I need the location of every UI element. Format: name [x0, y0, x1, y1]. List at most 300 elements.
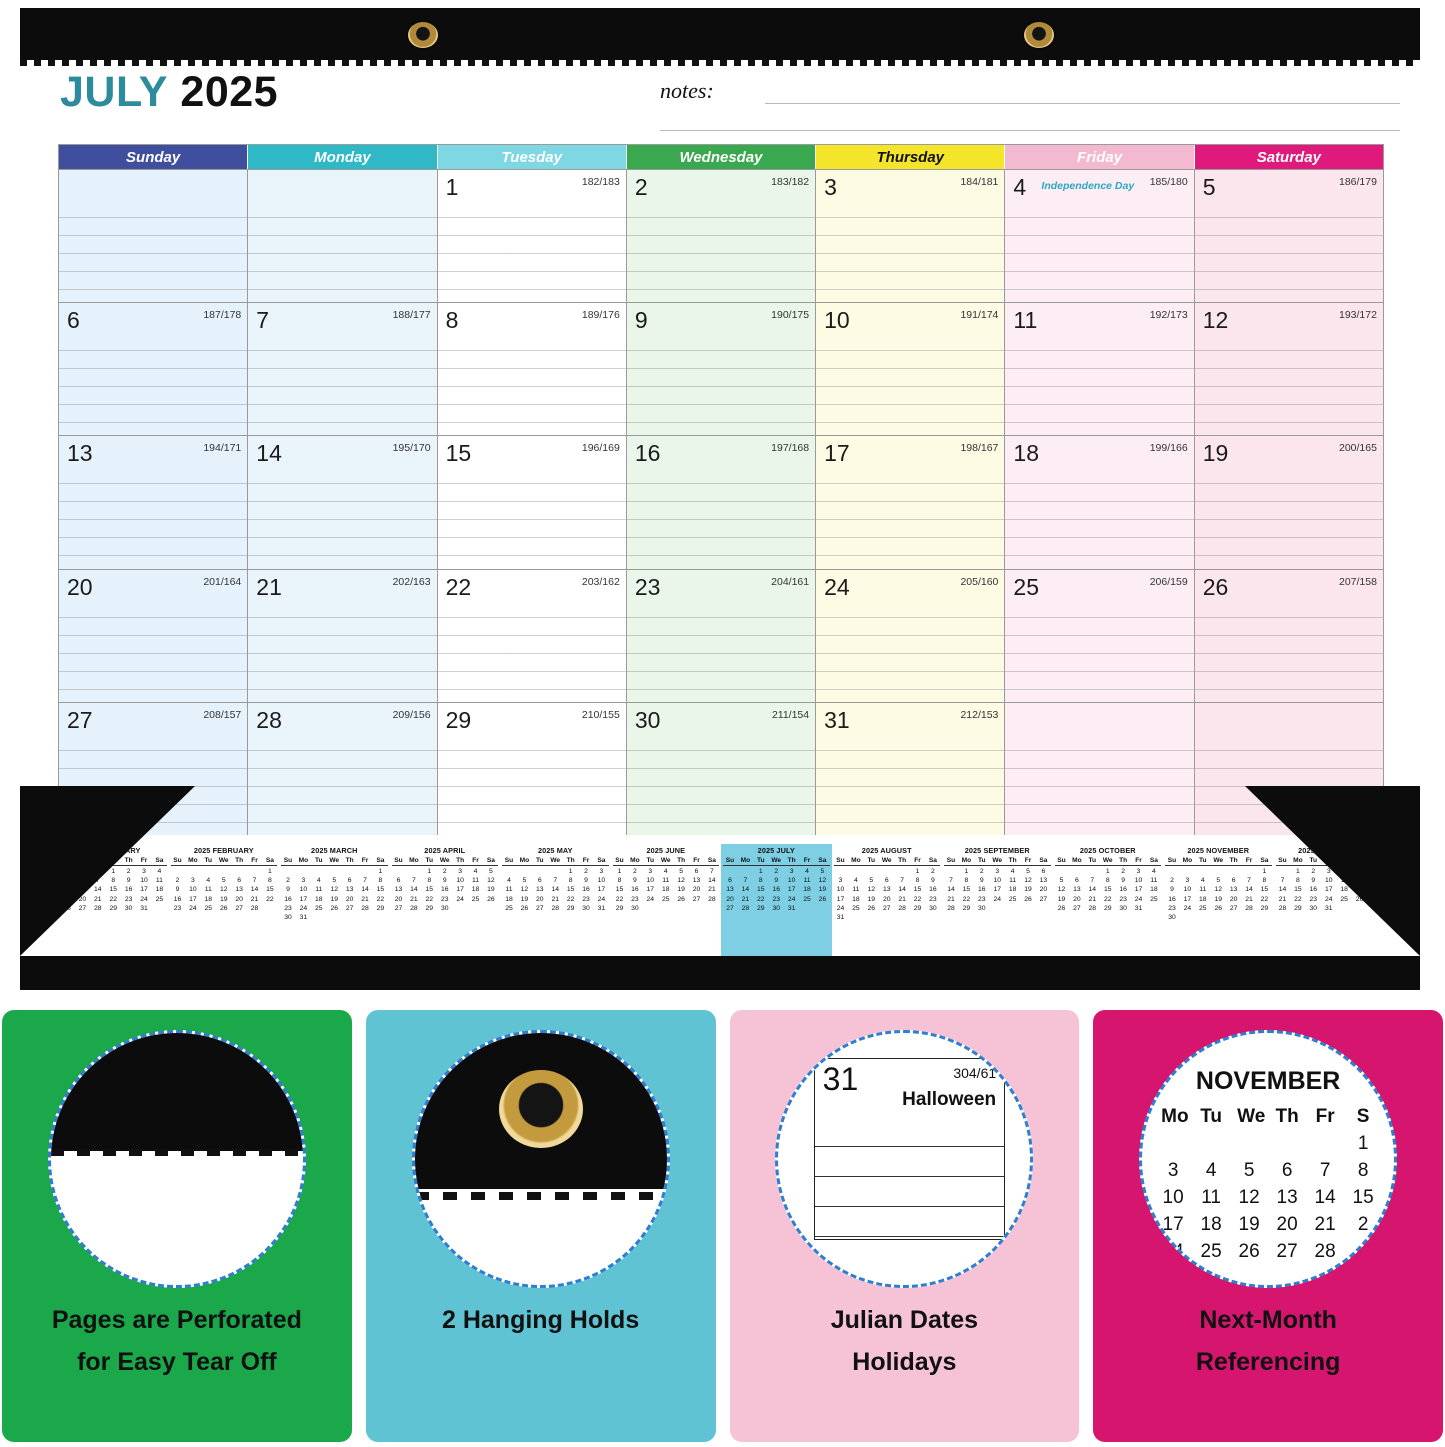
perforated-illustration — [48, 1030, 306, 1288]
feature-caption-line1: Next-Month — [1199, 1306, 1337, 1334]
day-number: 8 — [445, 307, 459, 334]
divider — [281, 865, 388, 866]
day-cell[interactable] — [248, 436, 437, 568]
rule-lines — [438, 733, 626, 835]
feature-caption-line2: Holidays — [852, 1347, 957, 1376]
mini-date-row: 4 5 6 7 8 9 10 — [507, 877, 606, 885]
julian-date: 183/182 — [771, 176, 810, 188]
next-month-weekday: Th — [1275, 1106, 1299, 1127]
hanging-hole-illustration — [412, 1030, 670, 1288]
mini-month[interactable] — [721, 844, 832, 956]
day-number: 9 — [634, 307, 648, 334]
mini-month-title: 2025 NOVEMBER — [1187, 846, 1250, 855]
day-number: 19 — [1202, 440, 1229, 467]
day-cell[interactable] — [59, 170, 248, 302]
mini-weekday-row: Su Mo Tu We Th Fr Sa — [62, 857, 164, 864]
feature-card-next-month — [1093, 1010, 1443, 1442]
day-number: 28 — [256, 706, 282, 733]
rule-lines — [438, 333, 626, 435]
day-cell[interactable] — [438, 703, 627, 835]
rule-lines — [816, 466, 1004, 568]
mini-month[interactable] — [942, 844, 1053, 956]
rule-lines — [248, 200, 436, 302]
feature-caption-line2: for Easy Tear Off — [77, 1347, 277, 1376]
julian-date: 186/179 — [1339, 176, 1377, 188]
rule-lines — [627, 200, 815, 302]
julian-date: 209/156 — [392, 708, 431, 721]
weeks-holder — [59, 169, 1383, 835]
next-month-row: 1 — [1357, 1133, 1369, 1154]
feature-card-hanging-holds — [366, 1010, 716, 1442]
day-cell[interactable] — [627, 570, 816, 702]
holiday-label: Independence Day — [1041, 180, 1135, 192]
mini-date-row: 2 3 4 5 6 7 8 — [175, 877, 272, 885]
day-number: 15 — [445, 440, 472, 467]
rule-lines — [59, 333, 247, 435]
julian-date: 207/158 — [1339, 575, 1377, 588]
divider — [723, 865, 830, 866]
next-month-row: 17 18 19 20 21 2 — [1162, 1214, 1369, 1235]
mini-weekday-row: Su Mo Tu We Th Fr Sa — [283, 857, 385, 864]
weekday-header-monday: Monday — [248, 145, 437, 169]
mini-date-row: 1 — [1262, 868, 1267, 875]
mini-date-row: 2 3 4 5 6 7 8 — [286, 877, 383, 885]
mini-date-row: 1 2 3 4 5 6 — [1296, 868, 1377, 875]
julian-date: 212/153 — [960, 708, 999, 721]
day-cell[interactable] — [1195, 303, 1383, 435]
day-number: 3 — [824, 174, 837, 200]
day-cell[interactable] — [248, 303, 437, 435]
rule-lines — [248, 333, 436, 435]
black-band — [51, 1033, 303, 1151]
day-number: 26 — [1202, 573, 1229, 600]
mini-date-row: 6 7 8 9 10 11 12 — [728, 877, 827, 885]
mini-month[interactable] — [611, 844, 722, 956]
julian-date: 210/155 — [581, 708, 620, 721]
day-number: 18 — [1013, 440, 1039, 467]
mini-date-row: 29 30 — [615, 904, 639, 912]
mini-weekday-row: Su Mo Tu We Th Fr Sa — [836, 857, 937, 864]
rule-lines — [1195, 600, 1383, 702]
mini-date-row: 24 25 26 27 28 29 30 — [836, 904, 937, 912]
divider — [1055, 865, 1162, 866]
rule-lines — [1195, 333, 1383, 435]
julian-date: 205/160 — [960, 575, 999, 588]
weekday-header-wednesday: Wednesday — [627, 145, 816, 169]
page-title — [60, 68, 278, 117]
next-month-title: NOVEMBER — [1195, 1067, 1341, 1095]
feature-cards — [0, 1010, 1445, 1442]
mini-date-row: 1 2 3 4 — [111, 868, 162, 875]
corner-pocket-right — [1245, 786, 1420, 956]
day-cell[interactable] — [1195, 436, 1383, 568]
rule-lines — [816, 333, 1004, 435]
mini-month-title: 2025 APRIL — [424, 846, 466, 855]
mini-date-row: 12 13 14 15 16 17 18 — [1057, 886, 1158, 894]
day-cell[interactable] — [59, 570, 248, 702]
perforation-dashes — [415, 1192, 667, 1200]
divider — [502, 865, 609, 866]
julian-date: 184/181 — [960, 176, 999, 188]
day-cell[interactable] — [438, 436, 627, 568]
next-month-weekday: We — [1237, 1106, 1266, 1127]
day-cell[interactable] — [1005, 436, 1194, 568]
weekday-header-tuesday: Tuesday — [438, 145, 627, 169]
mini-date-row: 30 31 — [284, 914, 308, 922]
julian-date: 195/170 — [392, 442, 431, 455]
rule-lines — [438, 200, 626, 302]
mini-date-row: 27 28 29 30 — [394, 904, 449, 912]
mini-month-title: 2025 AUGUST — [861, 846, 912, 855]
mini-date-row: 13 14 15 16 17 18 19 — [394, 886, 495, 894]
mini-weekday-row: Su Mo Tu We Th Fr Sa — [725, 857, 827, 864]
mini-weekday-row: Su Mo Tu We Th Fr Sa — [173, 857, 274, 864]
mini-date-row: 1 2 3 4 5 — [758, 868, 825, 875]
day-number: 12 — [1202, 307, 1229, 334]
julian-date: 200/165 — [1339, 442, 1377, 455]
mini-date-row: 8 9 10 11 12 13 14 — [617, 877, 716, 885]
rule-lines — [438, 600, 626, 702]
julian-date-illustration — [775, 1030, 1033, 1288]
mini-date-row: 20 21 22 23 24 25 26 — [726, 895, 827, 903]
next-month-weekday: S — [1356, 1106, 1370, 1127]
mini-month-title: 2025 JULY — [757, 846, 795, 855]
next-month-weekday-row — [1142, 1106, 1394, 1128]
rule-lines — [627, 466, 815, 568]
julian-date: 193/172 — [1339, 309, 1377, 322]
rule-lines — [1195, 466, 1383, 568]
mini-weekday-row: Su Mo Tu We Th Fr Sa — [946, 857, 1048, 864]
julian-date: 187/178 — [203, 309, 242, 322]
mini-date-row: 1 — [268, 868, 272, 875]
hanging-hole-icon — [408, 22, 438, 48]
mini-date-row: 2 3 4 5 6 7 8 — [1170, 877, 1267, 885]
mini-date-row: 1 2 3 4 — [1105, 868, 1156, 875]
rule-lines — [627, 733, 815, 835]
next-month-weekday: Fr — [1315, 1106, 1335, 1127]
weekday-header-thursday: Thursday — [816, 145, 1005, 169]
mini-month-title: 2025 JANUARY — [86, 846, 141, 855]
feature-caption-line1: 2 Hanging Holds — [442, 1306, 640, 1334]
julian-date: 192/173 — [1149, 309, 1188, 322]
mini-date-row: 27 28 29 30 31 — [726, 904, 796, 912]
calendar-bottom-binding — [20, 956, 1420, 990]
julian-date: 203/162 — [581, 575, 620, 588]
mini-month-title: 2025 MARCH — [311, 846, 358, 855]
day-cell[interactable] — [438, 170, 627, 302]
rule-lines — [59, 200, 247, 302]
mini-date-row: 15 16 17 18 19 20 21 — [615, 886, 716, 894]
mini-date-row: 1 — [378, 868, 383, 875]
rule-lines — [1005, 333, 1193, 435]
mini-date-row: 23 24 25 26 27 28 — [173, 904, 259, 912]
julian-date: 198/167 — [960, 442, 999, 455]
mini-date-row: 7 8 9 10 11 12 13 — [1280, 877, 1379, 885]
julian-date: 189/176 — [581, 309, 620, 322]
day-cell[interactable] — [248, 170, 437, 302]
corner-pocket-left — [20, 786, 195, 956]
day-cell[interactable] — [1195, 170, 1383, 302]
next-month-weekday: Tu — [1200, 1106, 1223, 1127]
rule-lines — [248, 600, 436, 702]
julian-date: 202/163 — [392, 575, 431, 588]
feature-caption-line2: Referencing — [1195, 1347, 1341, 1376]
mini-date-row: 26 27 28 29 30 31 — [63, 904, 148, 912]
day-cell-sample — [814, 1058, 1006, 1239]
month-label: JULY — [60, 68, 168, 116]
rule-lines — [248, 466, 436, 568]
mini-month[interactable] — [390, 844, 501, 956]
mini-date-row: 28 29 30 — [947, 904, 986, 912]
mini-weekday-row: Su Mo Tu We Th Fr Sa — [1167, 857, 1269, 864]
day-cell[interactable] — [248, 703, 437, 835]
grommet-icon — [499, 1070, 583, 1148]
rule-lines — [627, 333, 815, 435]
day-number: 11 — [1013, 307, 1038, 334]
day-cell[interactable] — [627, 303, 816, 435]
julian-date: 201/164 — [203, 575, 242, 588]
mini-date-row: 7 8 9 10 11 12 13 — [949, 877, 1048, 885]
day-cell[interactable] — [627, 170, 816, 302]
day-number: 25 — [1013, 573, 1039, 600]
mini-date-row: 21 22 23 24 25 26 27 — [947, 895, 1048, 903]
weekday-header-sunday: Sunday — [59, 145, 248, 169]
day-cell[interactable] — [1005, 570, 1194, 702]
next-month-weekday: Mo — [1161, 1106, 1189, 1127]
mini-month[interactable] — [279, 844, 390, 956]
mini-date-row: 19 20 21 22 23 24 25 — [63, 895, 164, 903]
year-label: 2025 — [180, 68, 279, 116]
mini-date-row: 3 4 5 6 7 8 9 — [838, 877, 935, 885]
weekday-header-friday: Friday — [1005, 145, 1194, 169]
day-number: 22 — [445, 573, 472, 600]
mini-date-row: 23 24 25 26 27 28 29 — [284, 904, 385, 912]
mini-date-row: 22 23 24 25 26 27 28 — [615, 895, 716, 903]
day-cell[interactable] — [1005, 703, 1194, 835]
mini-month[interactable] — [832, 844, 943, 956]
day-number: 24 — [824, 573, 850, 600]
divider — [392, 865, 499, 866]
day-number: 27 — [67, 706, 93, 733]
mini-date-row: 9 10 11 12 13 14 15 — [175, 886, 274, 894]
julian-date: 188/177 — [392, 309, 431, 322]
mini-month-title: 2025 MAY — [537, 846, 573, 855]
week-row — [59, 169, 1383, 302]
next-month-row: 24 25 26 27 28 — [1162, 1241, 1336, 1262]
mini-date-row: 26 27 28 29 30 31 — [1057, 904, 1143, 912]
julian-date: 197/168 — [771, 442, 810, 455]
day-number: 6 — [67, 307, 80, 334]
mini-date-row: 16 17 18 19 20 21 22 — [284, 895, 385, 903]
feature-caption-line1: Julian Dates — [830, 1306, 979, 1334]
feature-caption-line1: Pages are Perforated — [51, 1306, 302, 1334]
rule-lines — [816, 600, 1004, 702]
next-month-illustration — [1139, 1030, 1397, 1288]
day-number: 2 — [634, 174, 648, 200]
day-cell[interactable] — [1195, 570, 1383, 702]
mini-date-row: 23 24 25 26 27 28 29 — [1168, 904, 1269, 912]
day-number: 4 — [1013, 174, 1027, 200]
day-number: 29 — [445, 706, 472, 733]
day-cell[interactable] — [627, 436, 816, 568]
sample-day-number: 31 — [822, 1061, 859, 1098]
sample-holiday-label: Halloween — [902, 1089, 997, 1111]
notes-line — [765, 103, 1400, 104]
day-cell[interactable] — [816, 703, 1005, 835]
rule-lines — [59, 466, 247, 568]
week-row — [59, 435, 1383, 568]
day-cell[interactable] — [816, 570, 1005, 702]
rule-lines — [59, 600, 247, 702]
day-cell[interactable] — [59, 303, 248, 435]
mini-date-row: 1 2 3 4 5 6 7 — [617, 868, 714, 875]
day-number: 1 — [445, 174, 459, 200]
mini-weekday-row: Su Mo Tu We Th Fr Sa — [394, 857, 495, 864]
day-cell[interactable] — [438, 303, 627, 435]
rule-lines — [1005, 600, 1193, 702]
week-row — [59, 702, 1383, 835]
mini-date-row: 1 2 3 — [568, 868, 604, 875]
mini-date-row: 21 22 23 24 25 26 27 — [1278, 895, 1379, 903]
week-row — [59, 569, 1383, 702]
julian-date: 190/175 — [771, 309, 810, 322]
rule-lines — [438, 466, 626, 568]
julian-date: 199/166 — [1149, 442, 1188, 455]
perforation-dashes — [51, 1149, 303, 1156]
day-number: 10 — [824, 307, 850, 334]
next-month-mini — [1142, 1033, 1394, 1263]
day-cell[interactable] — [1005, 303, 1194, 435]
mini-date-row: 9 10 11 12 13 14 15 — [286, 886, 385, 894]
day-number: 13 — [67, 440, 93, 467]
notes-label: notes: — [660, 78, 714, 103]
next-month-row: 3 4 5 6 7 8 — [1167, 1160, 1369, 1181]
julian-date: 196/169 — [581, 442, 620, 455]
weekday-header-row — [59, 145, 1383, 169]
rule-lines — [1195, 200, 1383, 302]
mini-date-row: 31 — [836, 914, 845, 922]
julian-date: 211/154 — [771, 708, 810, 721]
feature-card-perforated — [2, 1010, 352, 1442]
day-number: 30 — [634, 706, 661, 733]
hanging-hole-icon — [1024, 22, 1054, 48]
calendar-top-binding — [20, 8, 1420, 60]
sample-julian-number: 304/61 — [953, 1065, 997, 1082]
mini-date-row: 13 14 15 16 17 18 19 — [726, 886, 827, 894]
mini-month-title: 2025 JUNE — [646, 846, 686, 855]
next-month-row: 10 11 12 13 14 15 — [1162, 1187, 1374, 1208]
day-cell[interactable] — [816, 436, 1005, 568]
rule-lines — [1005, 733, 1193, 835]
mini-weekday-row: Su Mo Tu We Th Fr Sa — [1057, 857, 1158, 864]
rule-lines — [627, 600, 815, 702]
julian-date: 208/157 — [203, 708, 242, 721]
day-number: 5 — [1202, 174, 1216, 200]
perforation-line — [20, 60, 1420, 66]
mini-date-row: 18 19 20 21 22 23 24 — [505, 895, 606, 903]
day-cell[interactable] — [816, 170, 1005, 302]
mini-date-row: 9 10 11 12 13 14 15 — [1170, 886, 1269, 894]
mini-weekday-row: Su Mo Tu We Th Fr Sa — [615, 857, 716, 864]
mini-date-row: 20 21 22 23 24 25 26 — [394, 895, 495, 903]
day-cell[interactable] — [627, 703, 816, 835]
day-number: 21 — [256, 573, 282, 600]
rule-lines — [816, 200, 1004, 302]
next-month-date-rows — [1142, 1133, 1394, 1263]
divider — [613, 865, 720, 866]
rule-lines — [816, 733, 1004, 835]
julian-date: 206/159 — [1149, 575, 1188, 588]
julian-date: 194/171 — [203, 442, 242, 455]
day-number: 7 — [256, 307, 270, 334]
mini-date-row: 17 18 19 20 21 22 23 — [836, 895, 937, 903]
mini-date-row: 14 15 16 17 18 19 20 — [1278, 886, 1379, 894]
divider — [944, 865, 1051, 866]
weekday-header-saturday: Saturday — [1195, 145, 1383, 169]
day-cell[interactable] — [1005, 170, 1194, 302]
mini-date-row: 6 7 8 9 10 11 12 — [396, 877, 495, 885]
mini-weekday-row: Su Mo Tu We Th Fr Sa — [504, 857, 606, 864]
day-number: 17 — [824, 440, 850, 467]
divider — [834, 865, 941, 866]
mini-date-row: 16 17 18 19 20 21 22 — [173, 895, 274, 903]
mini-month-strip — [58, 844, 1384, 956]
rule-lines — [248, 733, 436, 835]
mini-date-row: 1 2 — [915, 868, 935, 875]
mini-date-row: 28 29 30 31 — [1278, 904, 1333, 912]
day-number: 16 — [634, 440, 661, 467]
day-cell[interactable] — [59, 436, 248, 568]
day-cell[interactable] — [248, 570, 437, 702]
calendar-sheet — [20, 8, 1420, 983]
day-number: 31 — [824, 706, 850, 733]
day-cell[interactable] — [816, 303, 1005, 435]
mini-date-row: 1 2 3 4 5 — [427, 868, 493, 875]
julian-date: 204/161 — [771, 575, 810, 588]
mini-weekday-row: Su Mo Tu We Th Fr Sa — [1278, 857, 1379, 864]
week-row — [59, 302, 1383, 435]
rule-lines — [1005, 466, 1193, 568]
month-grid — [58, 144, 1384, 834]
mini-date-row: 5 6 7 8 9 10 11 — [65, 877, 163, 885]
mini-date-row: 12 13 14 15 16 17 18 — [63, 886, 164, 894]
feature-card-julian-dates — [730, 1010, 1080, 1442]
mini-month-title: 2025 DECEMBER — [1298, 846, 1360, 855]
mini-date-row: 19 20 21 22 23 24 25 — [1057, 895, 1158, 903]
mini-date-row: 1 2 3 4 5 6 — [964, 868, 1046, 875]
mini-month-title: 2025 OCTOBER — [1079, 846, 1136, 855]
julian-date: 185/180 — [1149, 176, 1188, 188]
mini-date-row: 25 26 27 28 29 30 31 — [505, 904, 606, 912]
mini-month[interactable] — [500, 844, 611, 956]
day-number: 14 — [256, 440, 282, 467]
day-number: 20 — [67, 573, 93, 600]
mini-date-row: 5 6 7 8 9 10 11 — [1059, 877, 1158, 885]
mini-month[interactable] — [1053, 844, 1164, 956]
mini-date-row: 10 11 12 13 14 15 16 — [836, 886, 937, 894]
mini-date-row: 14 15 16 17 18 19 20 — [947, 886, 1048, 894]
day-cell[interactable] — [438, 570, 627, 702]
mini-date-row: 16 17 18 19 20 21 22 — [1168, 895, 1269, 903]
notes-line — [660, 130, 1400, 131]
julian-date: 191/174 — [960, 309, 999, 322]
mini-month-title: 2025 FEBRUARY — [193, 846, 254, 855]
mini-date-row: 11 12 13 14 15 16 17 — [505, 886, 606, 894]
day-number: 23 — [634, 573, 661, 600]
mini-date-row: 30 — [1168, 914, 1176, 922]
rule-lines — [815, 1117, 1005, 1238]
julian-date: 182/183 — [581, 176, 620, 188]
